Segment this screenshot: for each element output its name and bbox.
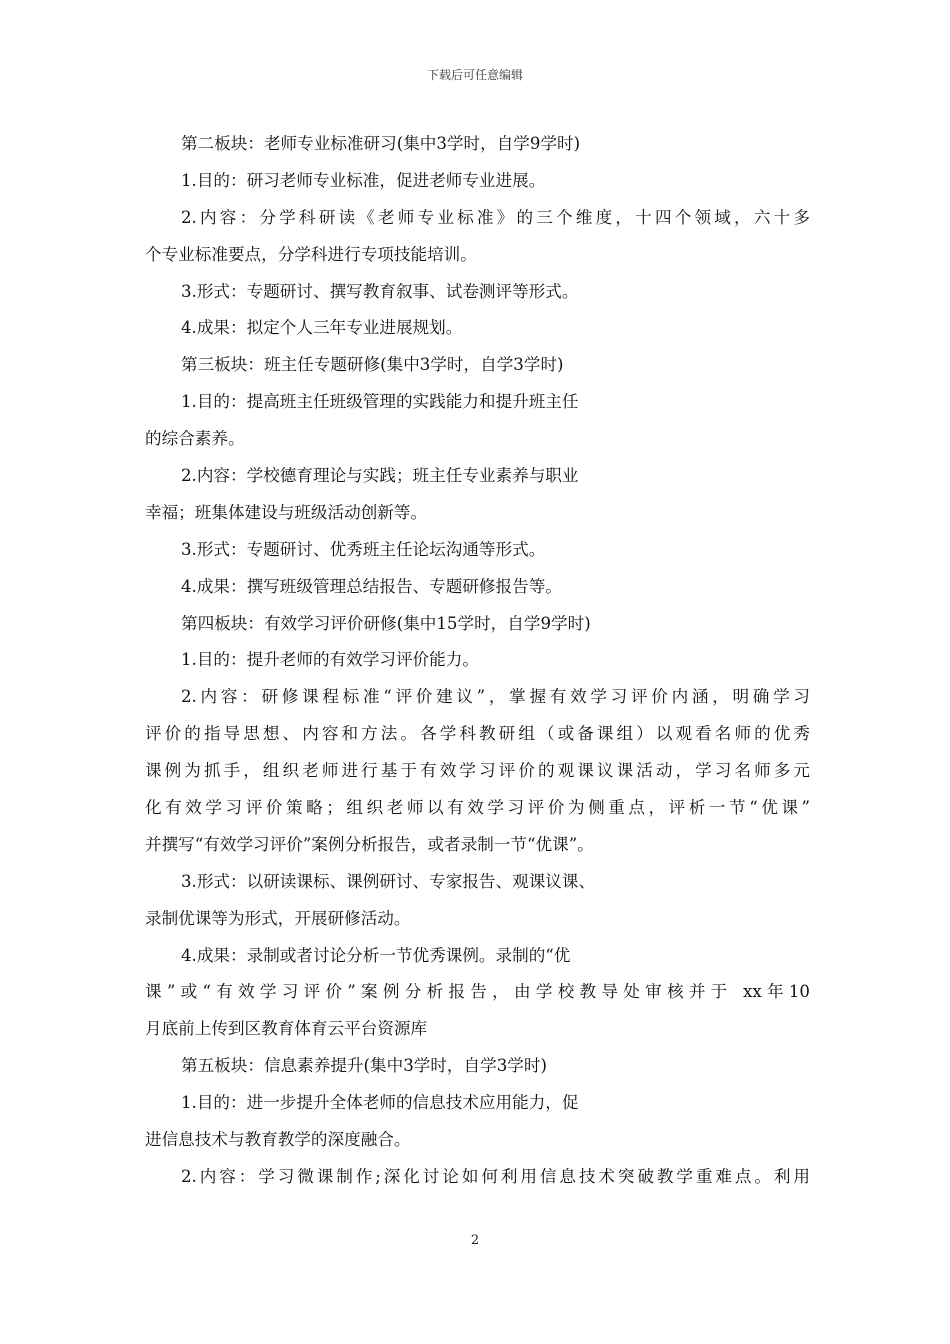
paragraph-line: 3.形式：专题研讨、优秀班主任论坛沟通等形式。: [181, 539, 546, 559]
paragraph-line: 4.成果：拟定个人三年专业进展规划。: [181, 318, 463, 338]
paragraph-line: 2.内容：研修课程标准“评价建议”，掌握有效学习评价内涵，明确学习: [181, 687, 810, 707]
paragraph-line: 2.内容：学习微课制作;深化讨论如何利用信息技术突破教学重难点。利用: [181, 1166, 810, 1186]
paragraph-line: 录制优课等为形式，开展研修活动。: [145, 908, 411, 928]
paragraph-line: 幸福；班集体建设与班级活动创新等。: [145, 502, 428, 522]
paragraph-line: 进信息技术与教育教学的深度融合。: [145, 1130, 411, 1150]
section-heading-2: 第二板块：老师专业标准研习(集中3学时，自学9学时): [181, 134, 581, 153]
paragraph-line: 3.形式：以研读课标、课例研讨、专家报告、观课议课、: [181, 871, 596, 891]
paragraph-line: 1.目的：进一步提升全体老师的信息技术应用能力，促: [181, 1093, 579, 1113]
page-header: 下载后可任意编辑: [426, 68, 523, 82]
paragraph-line: 的综合素养。: [145, 429, 245, 449]
paragraph-line: 4.成果：撰写班级管理总结报告、专题研修报告等。: [181, 576, 562, 596]
section-heading-4: 第四板块：有效学习评价研修(集中15学时，自学9学时): [181, 613, 591, 633]
section-heading-5: 第五板块：信息素养提升(集中3学时，自学3学时): [181, 1056, 547, 1076]
paragraph-line: 并撰写“有效学习评价”案例分析报告，或者录制一节“优课”。: [145, 834, 594, 854]
document-body: [145, 126, 810, 1196]
paragraph-line: 2.内容：学校德育理论与实践；班主任专业素养与职业: [181, 466, 579, 486]
paragraph-line: 化有效学习评价策略；组织老师以有效学习评价为侧重点，评析一节“优课”: [145, 798, 810, 818]
paragraph-line: 1.目的：研习老师专业标准，促进老师专业进展。: [181, 170, 546, 190]
page-number: 2: [470, 1233, 480, 1248]
paragraph-line: 1.目的：提高班主任班级管理的实践能力和提升班主任: [181, 392, 579, 412]
paragraph-line: 3.形式：专题研讨、撰写教育叙事、试卷测评等形式。: [181, 281, 579, 301]
paragraph-line: 2.内容：分学科研读《老师专业标准》的三个维度，十四个领域，六十多: [181, 207, 810, 227]
paragraph-line: 课例为抓手，组织老师进行基于有效学习评价的观课议课活动，学习名师多元: [145, 761, 810, 781]
paragraph-line: 4.成果：录制或者讨论分析一节优秀课例。录制的“优: [181, 945, 571, 965]
paragraph-line: 1.目的：提升老师的有效学习评价能力。: [181, 650, 479, 670]
paragraph-line: 月底前上传到区教育体育云平台资源库: [145, 1019, 428, 1039]
paragraph-line: 个专业标准要点，分学科进行专项技能培训。: [145, 244, 477, 264]
paragraph-line: 评价的指导思想、内容和方法。各学科教研组（或备课组）以观看名师的优秀: [145, 724, 810, 744]
paragraph-line: 课”或“有效学习评价”案例分析报告，由学校教导处审核并于 xx年10: [145, 982, 810, 1002]
section-heading-3: 第三板块：班主任专题研修(集中3学时，自学3学时): [181, 355, 564, 375]
